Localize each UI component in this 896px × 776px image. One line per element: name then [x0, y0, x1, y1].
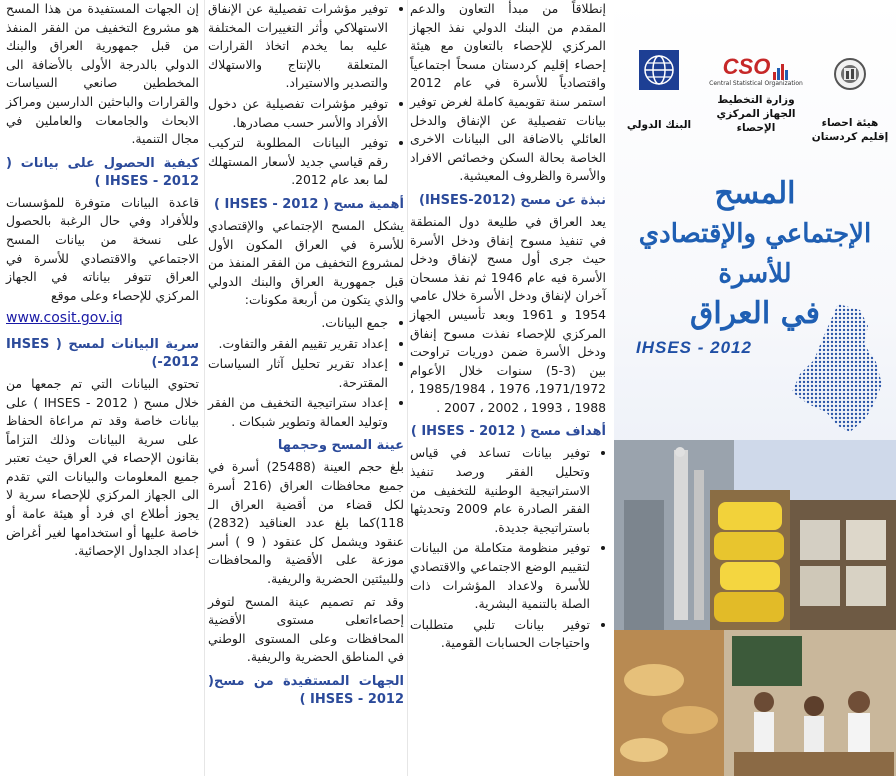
column-3 — [410, 0, 606, 657]
list-item: • جمع البيانات. — [208, 314, 388, 333]
access-heading: كيفية الحصول على بيانات ( IHSES - 2012 ) — [6, 155, 199, 189]
list-item: • إعداد ستراتيجية التخفيف من الفقر وتوليد العمالة وتطوير شبكات . — [208, 394, 388, 431]
cso-label-2: الجهاز المركزي الإحصاء — [716, 108, 796, 134]
title-line-2: الإجتماعي والإقتصادي للأسرة — [638, 219, 872, 289]
confidentiality-text: تحتوي البيانات التي تم جمعها من خلال مسح ( IHSES - 2012 ) على بيانات خاصة وقد تم مراعاة الحفاظ على سرية البيانات وذلك التزاماً بقانون الإحصاء في العراق حيث تعتبر جميع المعلومات والبيانات التي تقدم الى الجهاز المركزي للإحصاء سرية لا يجوز أطلاع اي فرد أو هيئة عامة أو خاصة عليها أو استخدامها لغير أغراض إعداد الجداول الإحصائية. — [6, 375, 199, 559]
sample-text-1: بلغ حجم العينة (25488) أسرة في جميع محافظات العراق (216 أسرة لكل قضاء من أقضية العراق الـ 118)كما بلغ عدد العناقيد (2832) عنقود ويشمل كل عنقود ( 9 ) أسر موزعة على الأقضية والمحافظات وللبيئتين الحضرية والريفية. — [208, 459, 404, 587]
website-link[interactable]: www.cosit.gov.iq — [6, 310, 123, 327]
access-text — [6, 194, 199, 306]
list-item: • توفير بيانات تلبي متطلبات واحتياجات الحسابات القومية. — [410, 616, 590, 653]
cover-photo-collage — [614, 440, 896, 776]
title-line-1: المسح — [714, 176, 796, 211]
sample-text-2: وقد تم تصميم عينة المسح لتوفر إحصاءاتعلى مستوى الأقضية المحافظات وعلى المستوى الوطني في المناطق الحضرية والريفية. — [208, 593, 404, 665]
sample-heading: عينة المسح وحجمها — [277, 438, 404, 454]
list-item: • توفير مؤشرات تفصيلية عن الإنفاق الاستهلاكي وأثر التغييرات المختلفة عليه بما يخدم اتخاذ القرارات المتعلقة بالإنتاج والاستهلاك والتصدير والاستيراد. — [208, 0, 388, 93]
list-item: • توفير منظومة متكاملة من البيانات لتقييم الوضع الاجتماعي والاقتصادي للأسرة ولاعداد المؤشرات ذات الصلة بالتنمية البشرية. — [410, 539, 590, 613]
list-item: • إعداد تقرير تحليل آثار السياسات المقترحة. — [208, 355, 388, 392]
beneficiaries-text: إن الجهات المستفيدة من هذا المسح هو مشروع التخفيف من الفقر المنفذ من قبل جمهورية العراق والبنك الدولي بالدرجة الأولى بالأضافة الى المخططين صانعي السياسات والقرارات والباحثين الدارسين ومراكز الابحاث والجامعات والعاملين في مجال التنمية. — [6, 1, 199, 147]
krso-label: هيئة احصاء إقليم كردستان — [811, 117, 889, 143]
worldbank-logo — [624, 50, 694, 132]
intro-text: إنطلاقاً من مبدأ التعاون والدعم المقدم من البنك الدولي نفذ الجهاز المركزي للإحصاء بالتعاون مع هيئة إحصاء إقليم كردستان مسحاً اجتماعياً واقتصادياً للأسرة في عام 2012 استمر سنة تقويمية كاملة لغرض توفير بيانات تفصيلية عن الإنفاق والدخل العائلي بالاضافة الى البيانات الاخرى الخاصة بحالة السكن وخصائص الافراد والأسرة والظروف المعيشية. — [410, 1, 606, 184]
components-list — [208, 314, 404, 432]
cover-panel — [614, 0, 896, 776]
goals-list — [410, 444, 606, 653]
worldbank-label: البنك الدولي — [626, 119, 692, 131]
survey-code: IHSES - 2012 — [636, 338, 752, 357]
access-body: قاعدة البيانات متوفرة للمؤسسات وللأفراد وفي حال الرغبة بالحصول على نسخة من بيانات المسح الاجتماعي والاقتصادي للأسرة في العراق تتوفر بياناته في الجهاز المركزي للإحصاء وعلى موقع — [6, 194, 199, 303]
logos-row — [614, 40, 896, 170]
brief-text: يعد العراق في طليعة دول المنطقة في تنفيذ مسوح إنفاق ودخل الأسرة حيث جرى أول مسح لإنفاق ودخل الأسرة فيه عام 1946 ثم نفذ مسحان آخران لإنفاق ودخل الأسرة خلال عامي 1954 و 1961 وبعد تأسيس الجهاز المركزي للإحصاء نفذت مسوح إنفاق ودخل الأسرة ضمن دوريات تراوحت بين (3-5) سنوات خلال الأعوام 1971/1972، 1976 ، 1985/1984 ، 1988 ، 1993 ، 2002 ، 2007 . — [410, 213, 606, 415]
krso-emblem-icon — [833, 56, 867, 96]
goals-heading: أهداف مسح ( IHSES - 2012 ) — [410, 424, 606, 440]
list-item: • إعداد تقرير تقييم الفقر والتفاوت. — [208, 335, 388, 354]
cso-sub: Central Statistical Organization — [709, 80, 803, 87]
confidentiality-heading: سرية البيانات لمسح ( IHSES -2012) — [6, 336, 199, 370]
cso-label-1: وزارة التخطيط — [717, 94, 795, 106]
title-line-3: في العراق — [690, 296, 820, 331]
list-item: • توفير بيانات تساعد في قياس وتحليل الفقر ورصد تنفيذ الاستراتيجية الوطنية للتخفيف من الفقر الصادرة عام 2009 وتحديثها باستراتيجية جديدة. — [410, 444, 590, 537]
beneficiaries-heading: الجهات المستفيدة من مسح( IHSES - 2012 ) — [208, 674, 404, 707]
importance-text: يشكل المسح الإجتماعي والإقتصادي للأسرة في العراق المكون الأول لمشروع التخفيف من الفقر المنفذ من قبل جمهورية العراق والبنك الدولي والذي يتكون من أربعة مكونات: — [208, 217, 404, 308]
column-1 — [6, 0, 199, 565]
top-items-list — [208, 0, 404, 190]
brief-heading: نبذة عن مسح (IHSES-2012) — [419, 192, 606, 208]
krso-logo — [810, 56, 890, 144]
divider-2 — [407, 0, 408, 776]
iraq-map-icon — [786, 300, 886, 440]
cso-mark: CSO — [722, 54, 771, 79]
bar-chart-icon — [773, 62, 789, 80]
list-item: • توفير البيانات المطلوبة لتركيب رقم قياسي جديد لأسعار المستهلك لما بعد عام 2012. — [208, 134, 388, 190]
list-item: • توفير مؤشرات تفصيلية عن دخول الأفراد والأسر حسب مصادرها. — [208, 95, 388, 132]
column-2 — [208, 0, 404, 712]
divider-1 — [204, 0, 205, 776]
importance-heading: أهمية مسح ( IHSES - 2012 ) — [214, 196, 404, 212]
globe-icon — [639, 50, 679, 90]
cso-logo — [706, 54, 806, 135]
website-row — [6, 309, 199, 328]
